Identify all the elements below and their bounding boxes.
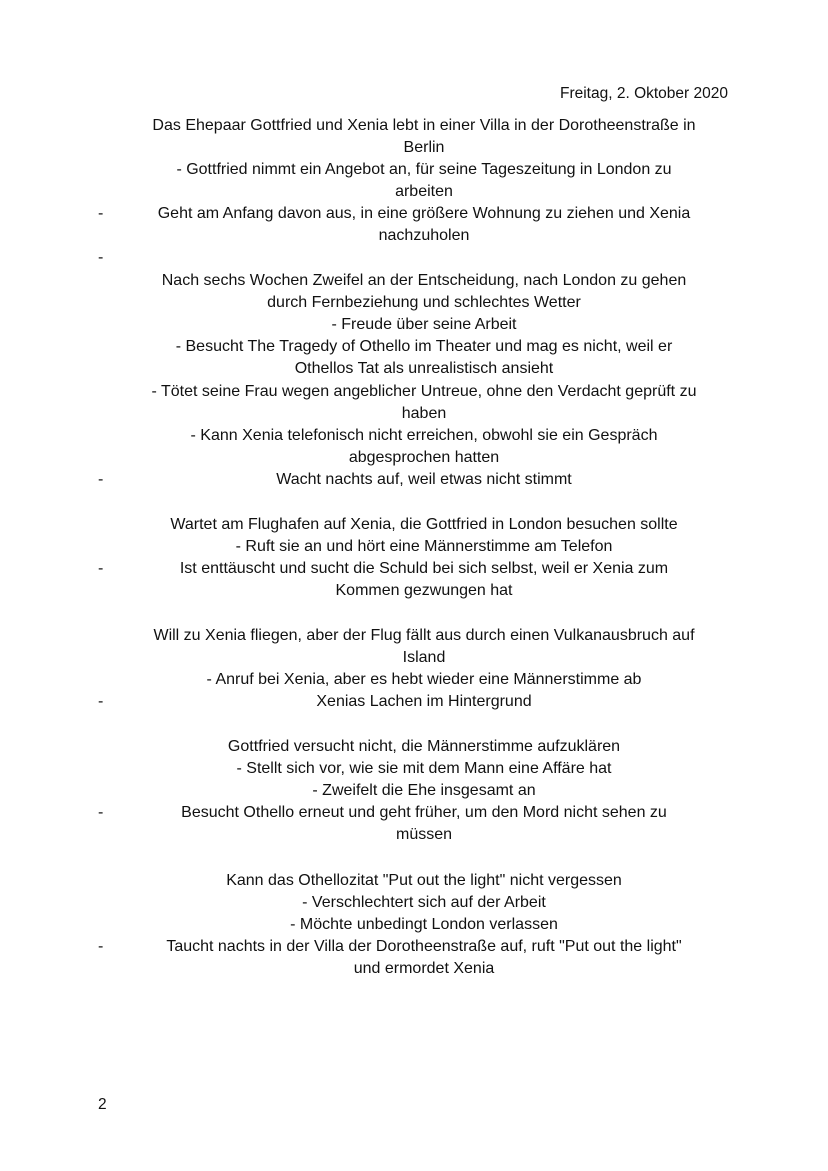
text-line: Ist enttäuscht und sucht die Schuld bei sich selbst, weil er Xenia zum [179, 560, 669, 577]
text-line: haben [401, 405, 447, 422]
text-line: - Anruf bei Xenia, aber es hebt wieder eine Männerstimme ab [206, 671, 642, 688]
text-line: Nach sechs Wochen Zweifel an der Entscheidung, nach London zu gehen [161, 272, 687, 289]
text-line: - Zweifelt die Ehe insgesamt an [312, 782, 536, 799]
bullet-dash: - [98, 693, 104, 710]
text-line: Wartet am Flughafen auf Xenia, die Gottfried in London besuchen sollte [170, 516, 678, 533]
text-line: - Möchte unbedingt London verlassen [290, 916, 558, 933]
bullet-dash: - [98, 249, 104, 266]
text-line: Kann das Othellozitat "Put out the light" nicht vergessen [226, 872, 622, 889]
text-line: durch Fernbeziehung und schlechtes Wetter [267, 294, 581, 311]
bullet-dash: - [98, 938, 104, 955]
text-line: und ermordet Xenia [353, 960, 495, 977]
text-line: Xenias Lachen im Hintergrund [316, 693, 532, 710]
text-line: Island [402, 649, 446, 666]
text-line: - Kann Xenia telefonisch nicht erreichen, obwohl sie ein Gespräch [190, 427, 658, 444]
text-line: abgesprochen hatten [348, 449, 500, 466]
text-line: müssen [395, 826, 453, 843]
bullet-dash: - [98, 205, 104, 222]
bullet-dash: - [98, 804, 104, 821]
text-line: arbeiten [395, 183, 453, 200]
text-line: - Tötet seine Frau wegen angeblicher Untreue, ohne den Verdacht geprüft zu [151, 383, 697, 400]
text-line: - Ruft sie an und hört eine Männerstimme am Telefon [235, 538, 613, 555]
text-line: Wacht nachts auf, weil etwas nicht stimmt [276, 471, 572, 488]
text-line: Das Ehepaar Gottfried und Xenia lebt in einer Villa in der Dorotheenstraße in [152, 117, 696, 134]
text-line: Besucht Othello erneut und geht früher, um den Mord nicht sehen zu [181, 804, 667, 821]
text-line: - Besucht The Tragedy of Othello im Theater und mag es nicht, weil er [175, 338, 673, 355]
text-line: Berlin [403, 139, 445, 156]
document-date: Freitag, 2. Oktober 2020 [559, 85, 728, 102]
text-line: Kommen gezwungen hat [335, 582, 513, 599]
text-line: Will zu Xenia fliegen, aber der Flug fällt aus durch einen Vulkanausbruch auf [153, 627, 695, 644]
text-line: nachzuholen [378, 227, 470, 244]
text-line: Geht am Anfang davon aus, in eine größere Wohnung zu ziehen und Xenia [157, 205, 691, 222]
text-line: Othellos Tat als unrealistisch ansieht [294, 360, 554, 377]
page-number: 2 [98, 1096, 107, 1113]
bullet-dash: - [98, 560, 104, 577]
text-line: - Freude über seine Arbeit [331, 316, 517, 333]
text-line: Taucht nachts in der Villa der Dorotheenstraße auf, ruft "Put out the light" [166, 938, 682, 955]
text-line: - Stellt sich vor, wie sie mit dem Mann eine Affäre hat [236, 760, 612, 777]
text-line: - Verschlechtert sich auf der Arbeit [302, 894, 546, 911]
text-line: - Gottfried nimmt ein Angebot an, für seine Tageszeitung in London zu [176, 161, 672, 178]
text-line: Gottfried versucht nicht, die Männerstimme aufzuklären [227, 738, 621, 755]
bullet-dash: - [98, 471, 104, 488]
